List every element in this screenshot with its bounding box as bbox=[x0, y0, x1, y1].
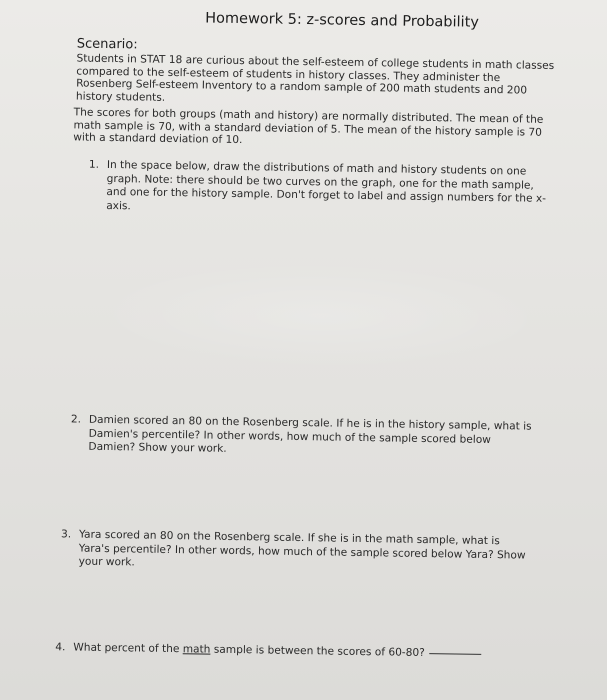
question-1 bbox=[88, 158, 559, 213]
page-title: Homework 5: z-scores and Probability bbox=[205, 10, 480, 31]
question-4 bbox=[55, 641, 525, 659]
answer-blank bbox=[429, 653, 481, 655]
question-3 bbox=[60, 528, 531, 569]
question-2 bbox=[70, 413, 541, 456]
question-text-end: sample is between the scores of 60-80? bbox=[210, 643, 425, 659]
question-text: In the space below, draw the distributions of math and history students on one graph. Note: there should be two curves on the graph, one for the math sample, and one for the history sample. Don't forget to label and assign numbers for the x-axis. bbox=[106, 158, 547, 213]
scenario-paragraph: Students in STAT 18 are curious about the self-esteem of college students in math classes compared to the self-esteem of students in history classes. They administer the Rosenberg Self-esteem Inventory to a random sample of 200 math students and 200 history students. bbox=[75, 52, 555, 104]
distribution-paragraph: The scores for both groups (math and history) are normally distributed. The mean of the math sample is 70, with a standard deviation of 5. The mean of the history sample is 70 with a standard deviation of 10. bbox=[73, 106, 544, 147]
question-number: 3. bbox=[60, 528, 72, 541]
question-text: Damien scored an 80 on the Rosenberg scale. If he is in the history sample, what is Damien's percentile? In other words, how much of the sample scored below Damien? Show your work. bbox=[88, 413, 532, 456]
drawing-space bbox=[90, 257, 552, 374]
scenario-heading: Scenario: bbox=[76, 36, 138, 53]
question-number: 4. bbox=[55, 641, 66, 654]
question-number: 2. bbox=[70, 413, 82, 426]
question-text bbox=[73, 641, 523, 662]
question-number: 1. bbox=[88, 158, 100, 171]
underlined-word: math bbox=[182, 643, 211, 656]
question-text-start: What percent of the bbox=[73, 641, 183, 656]
question-text: Yara scored an 80 on the Rosenberg scale. If she is in the math sample, what is Yara's percentile? In other words, how much of the sample scored below Yara? Show your work. bbox=[78, 528, 526, 569]
